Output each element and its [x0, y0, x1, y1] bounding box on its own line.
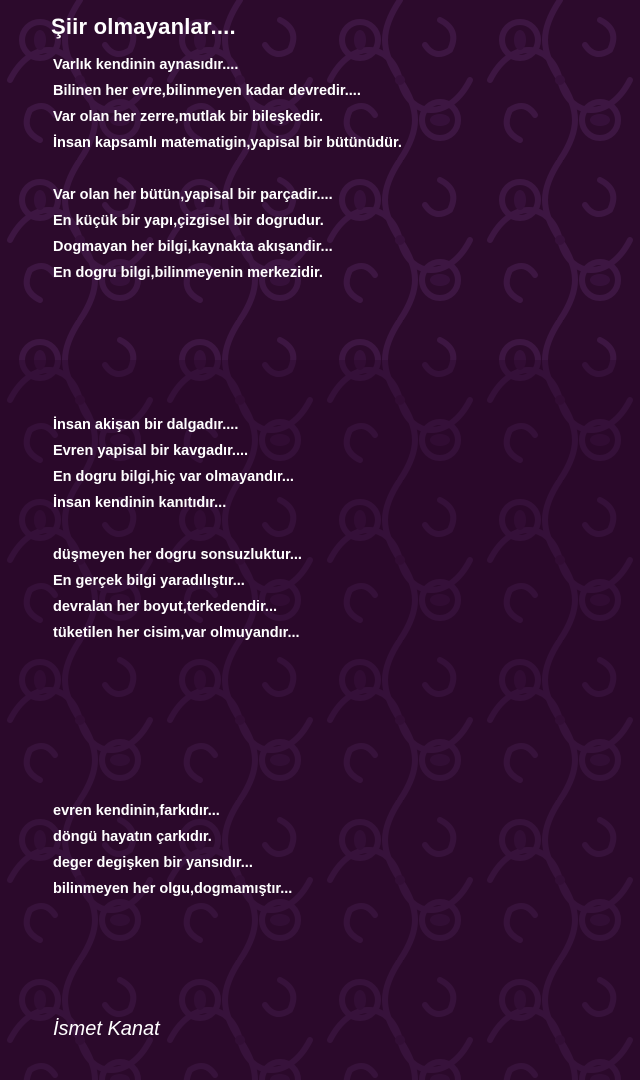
author-name: İsmet Kanat: [53, 1018, 160, 1040]
poem-line: Var olan her bütün,yapisal bir parçadir....: [53, 187, 333, 203]
poem-line: Bilinen her evre,bilinmeyen kadar devredir....: [53, 83, 361, 99]
stanza: [53, 412, 294, 516]
poem-line: devralan her boyut,terkedendir...: [53, 599, 278, 615]
stanza: [53, 52, 402, 156]
poem-line: En küçük bir yapı,çizgisel bir dogrudur.: [53, 213, 324, 229]
stanza: [53, 542, 302, 646]
poem-line: İnsan kendinin kanıtıdır...: [53, 495, 227, 511]
poem-line: düşmeyen her dogru sonsuzluktur...: [53, 547, 302, 563]
poem-line: En dogru bilgi,bilinmeyenin merkezidir.: [53, 265, 323, 281]
poem-line: döngü hayatın çarkıdır.: [53, 829, 212, 845]
poem-line: İnsan kapsamlı matematigin,yapisal bir bütünüdür.: [53, 135, 402, 151]
poem-line: deger degişken bir yansıdır...: [53, 855, 253, 871]
poem-line: Dogmayan her bilgi,kaynakta akışandir...: [53, 239, 333, 255]
poem-line: evren kendinin,farkıdır...: [53, 803, 220, 819]
poem-line: tüketilen her cisim,var olmuyandır...: [53, 625, 300, 641]
poem-line: İnsan akişan bir dalgadır....: [53, 417, 239, 433]
poem-line: En gerçek bilgi yaradılıştır...: [53, 573, 245, 589]
poem-title: Şiir olmayanlar....: [51, 14, 236, 39]
poem-line: bilinmeyen her olgu,dogmamıştır...: [53, 881, 293, 897]
poem-line: Varlık kendinin aynasıdır....: [53, 57, 239, 73]
stanza: [53, 798, 292, 902]
poem-line: En dogru bilgi,hiç var olmayandır...: [53, 469, 294, 485]
poem-line: Evren yapisal bir kavgadır....: [53, 443, 249, 459]
poem-line: Var olan her zerre,mutlak bir bileşkedir.: [53, 109, 323, 125]
stanza: [53, 182, 333, 286]
